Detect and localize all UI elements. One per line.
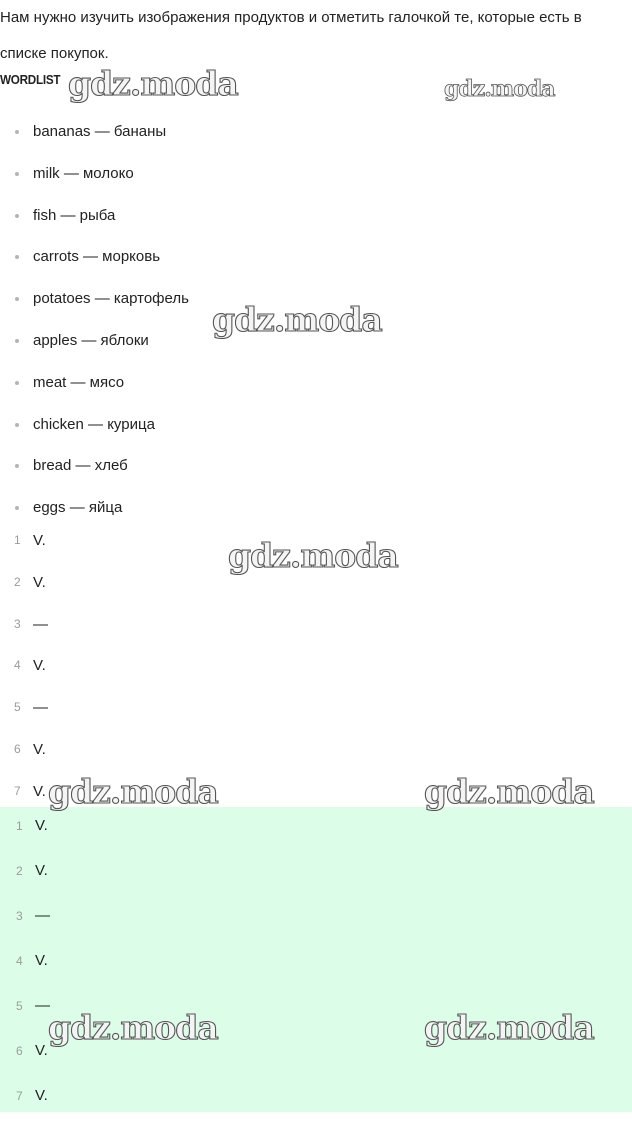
item-number: 4 xyxy=(14,658,21,673)
watermark: gdz.moda xyxy=(444,76,555,102)
answer-value: V. xyxy=(35,1042,48,1059)
list-item xyxy=(0,237,189,279)
answer-value: V. xyxy=(33,657,46,675)
item-number: 5 xyxy=(14,700,21,715)
list-item xyxy=(0,446,189,488)
word-pair: milk — молоко xyxy=(33,164,134,182)
answer-value: — xyxy=(35,997,50,1014)
list-item xyxy=(0,279,189,321)
item-number: 5 xyxy=(16,999,23,1013)
wordlist-heading: WORDLIST xyxy=(0,72,61,87)
answer-value: V. xyxy=(35,952,48,969)
list-item xyxy=(0,405,189,447)
answer-item xyxy=(0,645,48,687)
word-pair: potatoes — картофель xyxy=(33,290,189,308)
item-number: 1 xyxy=(16,819,23,833)
answer-list xyxy=(0,520,48,813)
bullet-icon xyxy=(15,381,19,385)
item-number: 7 xyxy=(14,783,21,798)
answer-item xyxy=(0,942,50,987)
list-item xyxy=(0,112,189,154)
answer-item xyxy=(0,852,50,897)
item-number: 2 xyxy=(16,864,23,878)
watermark: gdz.moda xyxy=(228,536,398,575)
item-number: 1 xyxy=(14,533,21,547)
item-number: 7 xyxy=(16,1089,23,1103)
watermark: gdz.moda xyxy=(212,300,382,339)
word-pair: chicken — курица xyxy=(33,415,155,433)
bullet-icon xyxy=(15,214,19,218)
list-item xyxy=(0,321,189,363)
answer-item xyxy=(0,807,50,852)
answer-value: — xyxy=(33,615,48,633)
answer-value: V. xyxy=(33,573,46,591)
word-pair: bananas — бананы xyxy=(33,123,167,140)
answer-item xyxy=(0,687,48,729)
bullet-icon xyxy=(15,423,19,427)
word-pair: bread — хлеб xyxy=(33,457,128,475)
list-item xyxy=(0,196,189,238)
answer-item xyxy=(0,1032,50,1077)
task-description: Нам нужно изучить изображения продуктов и отметить галочкой те, которые есть в списке покупок. xyxy=(0,9,582,62)
list-item xyxy=(0,154,189,196)
answer-box xyxy=(0,807,632,1112)
bullet-icon xyxy=(15,130,19,134)
answer-box-list xyxy=(0,807,50,1122)
wordlist xyxy=(0,112,189,530)
answer-item xyxy=(0,897,50,942)
item-number: 6 xyxy=(16,1044,23,1058)
item-number: 3 xyxy=(16,909,23,923)
answer-value: V. xyxy=(33,782,46,800)
item-number: 3 xyxy=(14,616,21,631)
answer-value: V. xyxy=(35,1087,48,1104)
bullet-icon xyxy=(15,172,19,176)
answer-item xyxy=(0,520,48,562)
answer-item xyxy=(0,987,50,1032)
bullet-icon xyxy=(15,255,19,259)
answer-item xyxy=(0,1077,50,1122)
list-item xyxy=(0,363,189,405)
word-pair: carrots — морковь xyxy=(33,248,161,266)
answer-item xyxy=(0,604,48,646)
word-pair: apples — яблоки xyxy=(33,331,149,349)
bullet-icon xyxy=(15,339,19,343)
answer-item xyxy=(0,729,48,771)
answer-value: — xyxy=(33,699,48,717)
answer-value: V. xyxy=(35,817,48,834)
watermark: gdz.moda xyxy=(424,1008,594,1047)
watermark: gdz.moda xyxy=(424,772,594,811)
watermark: gdz.moda xyxy=(48,1008,218,1047)
item-number: 4 xyxy=(16,954,23,968)
bullet-icon xyxy=(15,506,19,510)
watermark: gdz.moda xyxy=(48,772,218,811)
answer-value: V. xyxy=(33,740,46,758)
item-number: 6 xyxy=(14,741,21,756)
word-pair: fish — рыба xyxy=(33,206,116,224)
watermark: gdz.moda xyxy=(68,64,238,103)
word-pair: meat — мясо xyxy=(33,373,125,391)
answer-value: V. xyxy=(33,532,46,549)
answer-value: — xyxy=(35,907,50,924)
bullet-icon xyxy=(15,464,19,468)
answer-item xyxy=(0,562,48,604)
bullet-icon xyxy=(15,297,19,301)
item-number: 2 xyxy=(14,574,21,589)
answer-value: V. xyxy=(35,862,48,879)
word-pair: eggs — яйца xyxy=(33,499,123,517)
